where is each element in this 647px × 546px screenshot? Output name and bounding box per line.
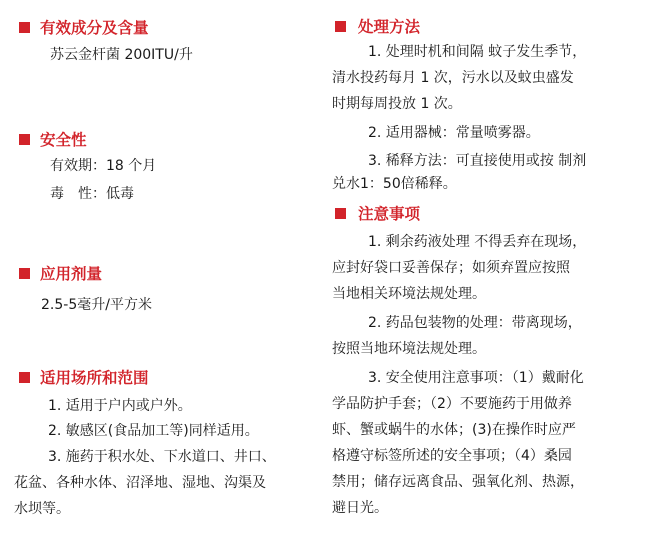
section-heading xyxy=(0,263,318,285)
heading-dosage: 应用剂量 xyxy=(40,265,103,283)
method-line: 2. 适用器械：常量喷雾器。 xyxy=(368,125,540,141)
scope-line: 3. 施药于积水处、下水道口、井口、 xyxy=(48,449,276,465)
method-line: 时期每周投放 1 次。 xyxy=(332,96,462,112)
method-line: 3. 稀释方法：可直接使用或按 制剂 xyxy=(368,153,587,169)
section-method xyxy=(318,16,647,192)
notes-line: 3. 安全使用注意事项：（1）戴耐化 xyxy=(368,370,584,386)
red-square-bullet-icon xyxy=(19,372,30,383)
ingredient-line: 苏云金杆菌 200ITU/升 xyxy=(50,47,193,63)
section-safety xyxy=(0,129,318,202)
red-square-bullet-icon xyxy=(19,22,30,33)
notes-line: 虾、蟹或蜗牛的水体；(3)在操作时应严 xyxy=(332,422,576,438)
notes-line: 禁用；储存远离食品、强氧化剂、热源， xyxy=(332,474,584,490)
scope-line: 水坝等。 xyxy=(14,501,70,517)
heading-scope: 适用场所和范围 xyxy=(40,369,149,387)
notes-line: 当地相关环境法规处理。 xyxy=(332,286,486,302)
section-scope xyxy=(0,367,318,517)
method-line: 1. 处理时机和间隔 蚊子发生季节， xyxy=(368,44,587,60)
notes-line: 格遵守标签所述的安全事项；（4）桑园 xyxy=(332,448,572,464)
section-heading xyxy=(0,129,318,151)
red-square-bullet-icon xyxy=(335,21,346,32)
scope-line: 1. 适用于户内或户外。 xyxy=(48,398,192,414)
section-heading xyxy=(318,203,647,225)
heading-safety: 安全性 xyxy=(40,131,87,149)
notes-line: 避日光。 xyxy=(332,500,388,516)
method-line: 兑水1：50倍稀释。 xyxy=(332,176,457,192)
red-square-bullet-icon xyxy=(335,208,346,219)
notes-line: 应封好袋口妥善保存；如须弃置应按照 xyxy=(332,260,570,276)
section-heading xyxy=(318,16,647,38)
section-heading xyxy=(0,367,318,389)
section-heading xyxy=(0,17,318,39)
dosage-line: 2.5-5毫升/平方米 xyxy=(41,297,152,313)
notes-line: 1. 剩余药液处理 不得丢弃在现场， xyxy=(368,234,587,250)
scope-line: 2. 敏感区(食品加工等)同样适用。 xyxy=(48,423,259,439)
heading-method: 处理方法 xyxy=(358,18,421,36)
section-ingredients xyxy=(0,17,318,63)
red-square-bullet-icon xyxy=(19,134,30,145)
section-dosage xyxy=(0,263,318,313)
safety-line-toxicity: 毒 性：低毒 xyxy=(50,186,134,202)
heading-ingredients: 有效成分及含量 xyxy=(40,19,149,37)
notes-line: 按照当地环境法规处理。 xyxy=(332,341,486,357)
scope-line: 花盆、各种水体、沼泽地、湿地、沟渠及 xyxy=(14,475,266,491)
section-notes xyxy=(318,203,647,516)
notes-line: 2. 药品包装物的处理：带离现场， xyxy=(368,315,582,331)
heading-notes: 注意事项 xyxy=(358,205,421,223)
red-square-bullet-icon xyxy=(19,268,30,279)
method-line: 清水投药每月 1 次，污水以及蚊虫盛发 xyxy=(332,70,574,86)
safety-line-expiry: 有效期：18 个月 xyxy=(50,158,157,174)
notes-line: 学品防护手套；（2）不要施药于用做养 xyxy=(332,396,572,412)
